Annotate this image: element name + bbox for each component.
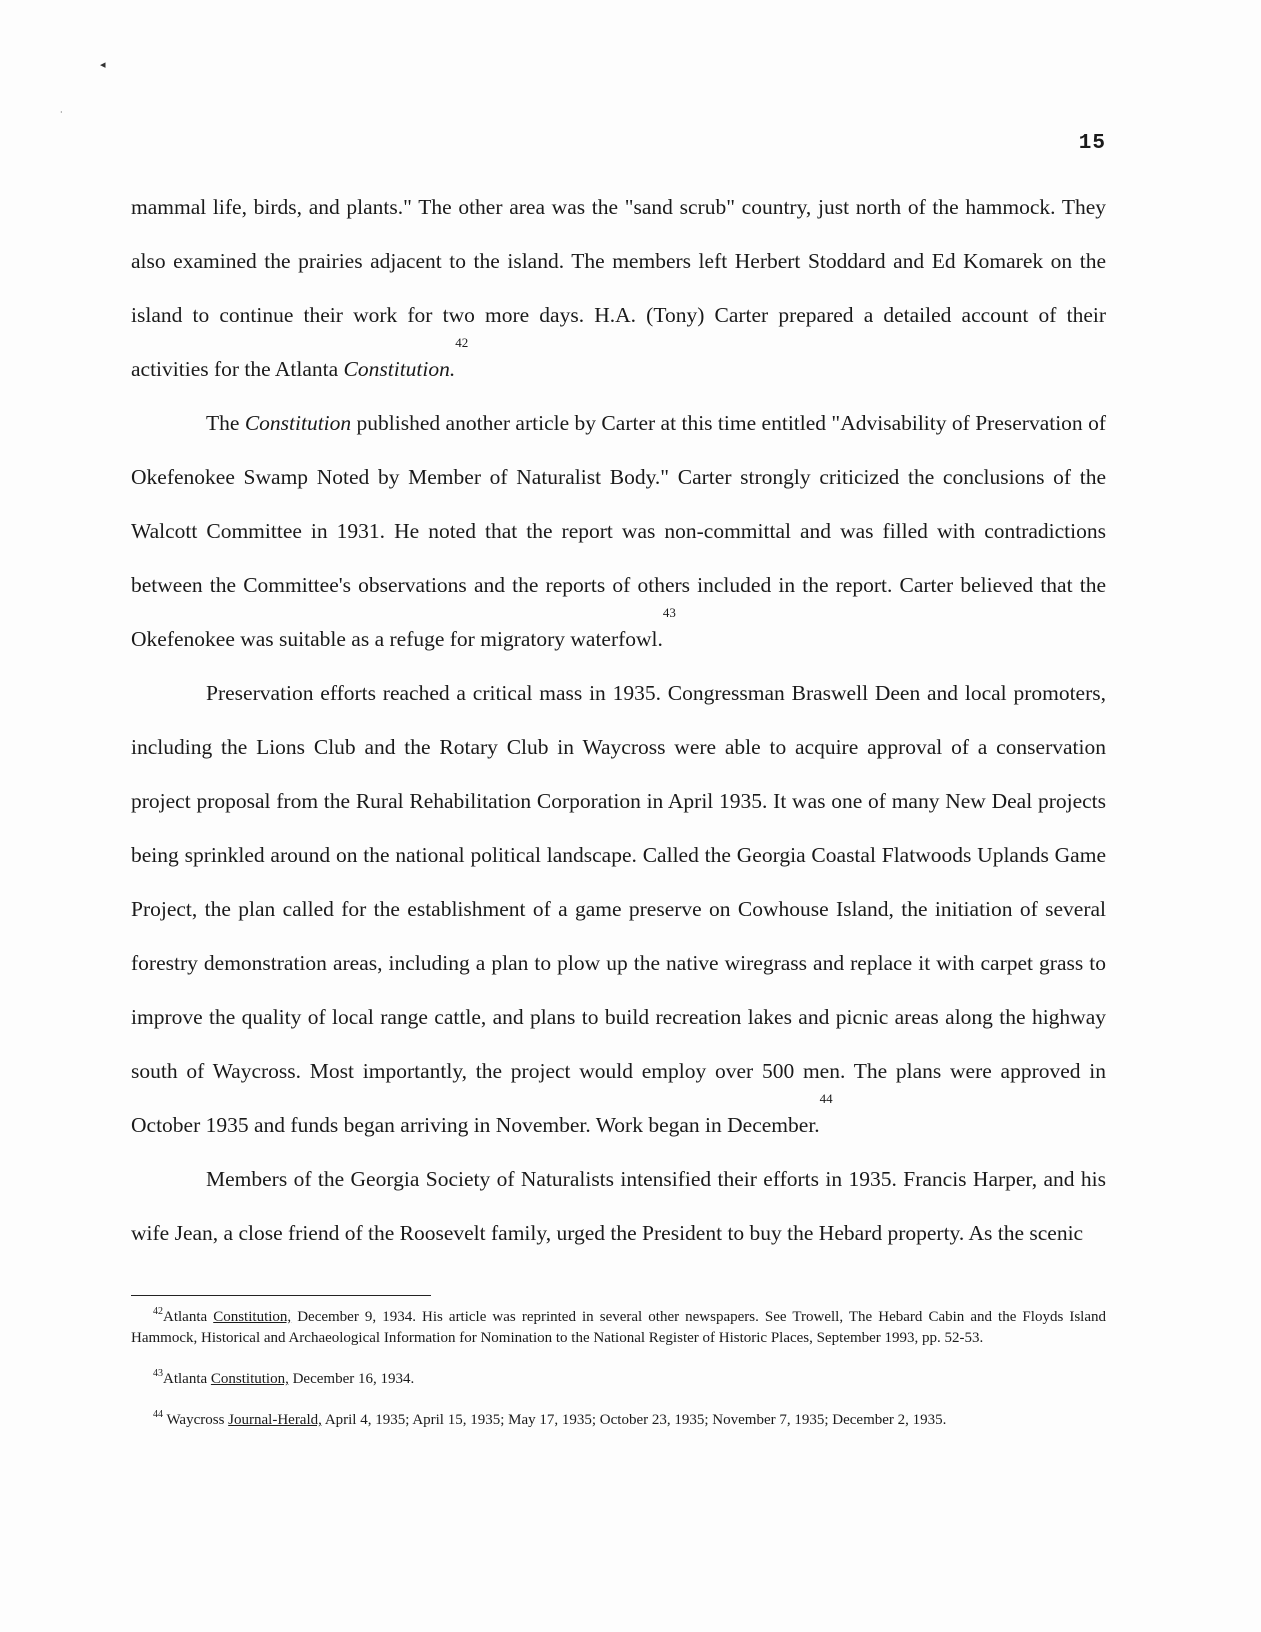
footnote-publication: Journal-Herald,	[228, 1412, 322, 1428]
footnote-ref: 42	[455, 335, 469, 350]
footnotes	[131, 1307, 1106, 1451]
paragraph-lead: The	[206, 411, 245, 435]
footnote-source: Waycross	[163, 1412, 229, 1428]
footnote-publication: Constitution,	[213, 1309, 292, 1325]
italic-title: Constitution.	[343, 357, 456, 381]
paragraph-4	[131, 1152, 1106, 1260]
scan-speck-mark: ·	[60, 108, 63, 117]
footnote-divider	[131, 1295, 431, 1296]
footnote-ref: 44	[819, 1091, 833, 1106]
footnote-source: Atlanta	[163, 1309, 214, 1325]
footnote-ref: 43	[662, 605, 676, 620]
footnote-publication: Constitution,	[210, 1371, 289, 1387]
footnote-43	[131, 1369, 1106, 1390]
footnote-42	[131, 1307, 1106, 1349]
body-text	[131, 180, 1106, 1260]
paragraph-3	[131, 666, 1106, 1152]
page-number: 15	[1078, 132, 1106, 155]
footnote-source: Atlanta	[163, 1371, 211, 1387]
footnote-text: December 9, 1934. His article was reprinted in several other newspapers. See Trowell, The Hebard Cabin and the Floyds Island Hammock, Historical and Archaeological Information for Nomination to the National Register of Historic Places, September 1993, pp. 52-53.	[131, 1309, 1106, 1346]
paragraph-2	[131, 396, 1106, 666]
paragraph-text: published another article by Carter at this time entitled "Advisability of Preservation of Okefenokee Swamp Noted by Member of Naturalist Body." Carter strongly criticized the conclusions of the Walcott Committee in 1931. He noted that the report was non-committal and was filled with contradictions between the Committee's observations and the reports of others included in the report. Carter believed that the Okefenokee was suitable as a refuge for migratory waterfowl.	[131, 411, 1106, 651]
footnote-text: December 16, 1934.	[288, 1371, 415, 1387]
italic-title: Constitution	[244, 411, 352, 435]
footnote-number: 43	[153, 1368, 163, 1379]
footnote-text: April 4, 1935; April 15, 1935; May 17, 1935; October 23, 1935; November 7, 1935; December 2, 1935.	[321, 1412, 947, 1428]
paragraph-1	[131, 180, 1106, 396]
footnote-number: 44	[153, 1409, 163, 1420]
paragraph-text: Preservation efforts reached a critical mass in 1935. Congressman Braswell Deen and local promoters, including the Lions Club and the Rotary Club in Waycross were able to acquire approval of a conservation project proposal from the Rural Rehabilitation Corporation in April 1935. It was one of many New Deal projects being sprinkled around on the national political landscape. Called the Georgia Coastal Flatwoods Uplands Game Project, the plan called for the establishment of a game preserve on Cowhouse Island, the initiation of several forestry demonstration areas, including a plan to plow up the native wiregrass and replace it with carpet grass to improve the quality of local range cattle, and plans to build recreation lakes and picnic areas along the highway south of Waycross. Most importantly, the project would employ over 500 men. The plans were approved in October 1935 and funds began arriving in November. Work began in December.	[131, 681, 1106, 1137]
scan-speck-mark: ◂	[100, 58, 106, 71]
paragraph-text: mammal life, birds, and plants." The other area was the "sand scrub" country, just north of the hammock. They also examined the prairies adjacent to the island. The members left Herbert Stoddard and Ed Komarek on the island to continue their work for two more days. H.A. (Tony) Carter prepared a detailed account of their activities for the Atlanta	[131, 195, 1106, 381]
paragraph-text: Members of the Georgia Society of Naturalists intensified their efforts in 1935. Francis Harper, and his wife Jean, a close friend of the Roosevelt family, urged the President to buy the Hebard property. As the scenic	[131, 1167, 1106, 1245]
footnote-44	[131, 1410, 1106, 1431]
footnote-number: 42	[153, 1306, 163, 1317]
